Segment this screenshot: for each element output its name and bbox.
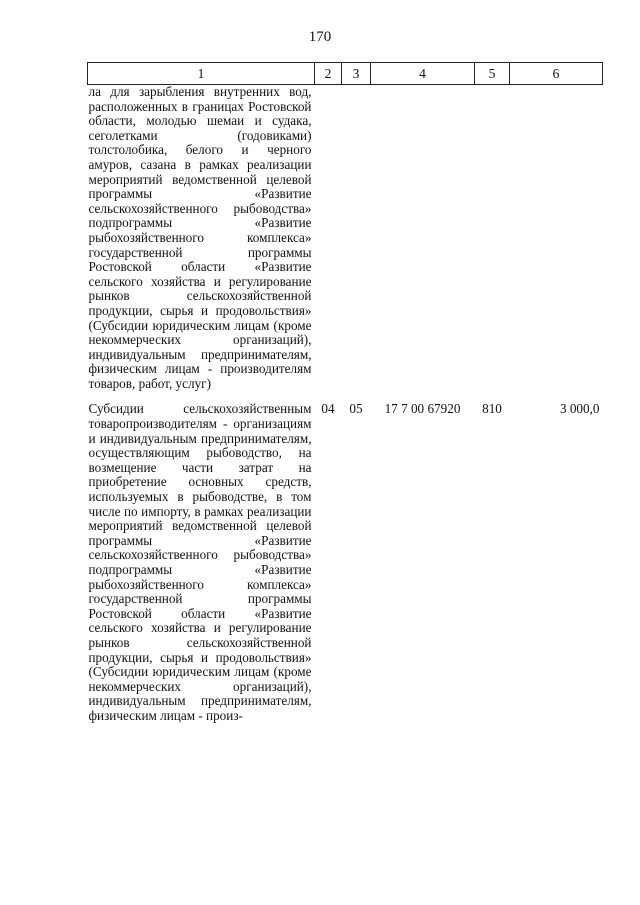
cell-target-article: [371, 85, 475, 392]
column-header-5: 5: [475, 63, 510, 85]
cell-amount: [510, 85, 603, 392]
row-description: Субсидии сельскохозяйственным товаропроизводителям - организациям и индивидуальным предпринимателям, осуществляющим рыбоводство, на возмещение части затрат на приобретение основных средств, используемых в рыбоводстве, в том числе по импорту, в рамках реализации мероприятий ведомственной целевой программы «Развитие сельскохозяйственного рыбоводства» подпрограммы «Развитие рыбохозяйственного комплекса» государственной программы Ростовской области «Развитие сельского хозяйства и регулирование рынков сельскохозяйственной продукции, сырья и продовольствия» (Субсидии юридическим лицам (кроме некоммерческих организаций), индивидуальным предпринимателям, физическим лицам - произ-: [88, 401, 312, 723]
cell-amount: 3 000,0: [559, 401, 600, 417]
column-header-6: 6: [510, 63, 603, 85]
cell-expense-type: [475, 85, 510, 392]
page-number: 170: [308, 29, 332, 45]
column-header-4: 4: [371, 63, 475, 85]
budget-table: [87, 62, 603, 724]
cell-subsection: 05: [349, 401, 363, 417]
cell-target-article: 17 7 00 67920: [384, 401, 461, 417]
column-header-1: 1: [88, 63, 315, 85]
row-description: ла для зарыбления внутренних вод, расположенных в границах Ростовской области, молодью шемаи и судака, сеголетками (годовиками) толстолобика, белого и черного амуров, сазана в рамках реализации мероприятий ведомственной целевой программы «Развитие сельскохозяйственного рыбоводства» подпрограммы «Развитие рыбохозяйственного комплекса» государственной программы Ростовской области «Развитие сельского хозяйства и регулирование рынков сельскохозяйственной продукции, сырья и продовольствия» (Субсидии юридическим лицам (кроме некоммерческих организаций), индивидуальным предпринимателям, физическим лицам - производителям товаров, работ, услуг): [88, 84, 312, 391]
table-row: [88, 391, 603, 723]
header-row: [88, 63, 603, 85]
cell-subsection: [342, 85, 371, 392]
column-header-3: 3: [342, 63, 371, 85]
table-row: [88, 85, 603, 392]
cell-expense-type: 810: [482, 401, 502, 417]
column-header-2: 2: [315, 63, 342, 85]
cell-section: [315, 85, 342, 392]
cell-section: 04: [321, 401, 335, 417]
table-header: [88, 63, 603, 85]
